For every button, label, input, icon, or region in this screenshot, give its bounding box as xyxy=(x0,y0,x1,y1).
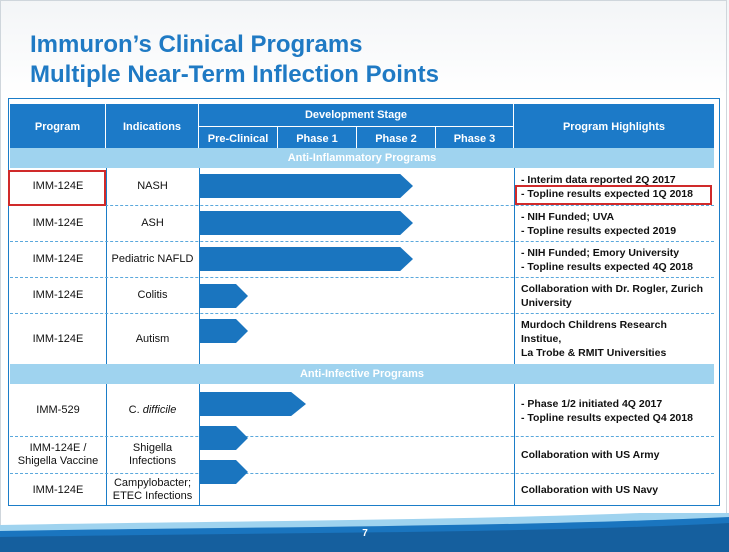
highlights-cell xyxy=(521,314,717,364)
highlight-line: Collaboration with US Navy xyxy=(521,484,659,496)
indication-line: Shigella xyxy=(132,442,173,454)
progress-arrow xyxy=(200,174,413,198)
highlights-cell xyxy=(521,385,717,436)
slide-title-line2: Multiple Near-Term Inflection Points xyxy=(30,61,439,88)
program-cell: IMM-124E xyxy=(32,483,84,496)
indication-cell: Colitis xyxy=(137,289,168,301)
header-stage-phase2: Phase 2 xyxy=(357,127,436,150)
section-anti-inflammatory: Anti-Inflammatory Programs xyxy=(10,148,714,168)
highlight-line: - Topline results expected 2019 xyxy=(521,224,677,237)
program-cell: IMM-124E xyxy=(32,180,84,192)
highlight-line: Murdoch Childrens Research xyxy=(521,319,667,331)
program-cell: IMM-124E xyxy=(32,217,84,229)
header-program: Program xyxy=(10,104,106,150)
highlight-line: - Interim data reported 2Q 2017 xyxy=(521,173,676,186)
program-line: IMM-124E / xyxy=(29,442,87,454)
header-stage-phase3: Phase 3 xyxy=(436,127,514,150)
program-cell xyxy=(10,437,106,473)
header-stage-preclinical: Pre-Clinical xyxy=(199,127,278,150)
progress-arrow xyxy=(200,392,306,416)
highlight-line: - NIH Funded; Emory University xyxy=(521,246,680,259)
page-number: 7 xyxy=(362,528,368,539)
indication-line: Campylobacter; xyxy=(113,477,192,489)
highlight-line: Institue, xyxy=(521,333,562,345)
section-anti-infective: Anti-Infective Programs xyxy=(10,364,714,384)
highlight-line: - Phase 1/2 initiated 4Q 2017 xyxy=(521,397,663,410)
indication-cell xyxy=(106,437,199,473)
highlights-cell xyxy=(521,474,717,506)
highlight-line: - Topline results expected 1Q 2018 xyxy=(521,187,693,200)
indication-cell: ASH xyxy=(141,217,164,229)
highlight-line: Collaboration with US Army xyxy=(521,449,660,461)
highlight-line: Collaboration with Dr. Rogler, Zurich xyxy=(521,282,704,295)
indication-cell: Autism xyxy=(135,332,170,345)
highlights-cell xyxy=(521,437,717,473)
highlight-line: University xyxy=(521,296,572,309)
highlights-cell xyxy=(521,242,717,277)
indication-line: Infections xyxy=(128,455,177,467)
highlights-cell xyxy=(521,206,717,241)
indication-cell: Pediatric NAFLD xyxy=(111,253,194,265)
highlight-line: - Topline results expected 4Q 2018 xyxy=(521,260,693,273)
indication-genus: C. xyxy=(128,404,143,416)
program-line: Shigella Vaccine xyxy=(17,455,99,467)
header-stage-phase1: Phase 1 xyxy=(278,127,357,150)
program-cell: IMM-529 xyxy=(36,404,80,416)
topline-highlight-box xyxy=(515,185,712,205)
column-divider xyxy=(199,168,200,364)
progress-arrow xyxy=(200,247,413,271)
indication-species: difficile xyxy=(142,404,177,416)
header-indications: Indications xyxy=(106,104,199,150)
indication-cell xyxy=(106,474,199,506)
program-cell: IMM-124E xyxy=(32,253,84,265)
highlights-cell xyxy=(521,278,717,313)
header-development-stage: Development Stage xyxy=(199,104,514,127)
indication-cell xyxy=(106,385,199,436)
header-highlights: Program Highlights xyxy=(514,104,714,150)
program-highlight-box xyxy=(8,170,106,206)
indication-cell: NASH xyxy=(137,180,168,192)
progress-arrow xyxy=(200,211,413,235)
column-divider xyxy=(514,384,515,505)
slide-title-line1: Immuron’s Clinical Programs xyxy=(30,31,363,58)
highlight-line: - Topline results expected Q4 2018 xyxy=(521,411,693,424)
highlight-line: La Trobe & RMIT Universities xyxy=(521,347,667,359)
column-divider xyxy=(199,384,200,505)
indication-line: ETEC Infections xyxy=(112,490,193,502)
highlight-line: - NIH Funded; UVA xyxy=(521,210,615,223)
program-cell: IMM-124E xyxy=(32,332,84,345)
program-cell: IMM-124E xyxy=(32,289,84,301)
